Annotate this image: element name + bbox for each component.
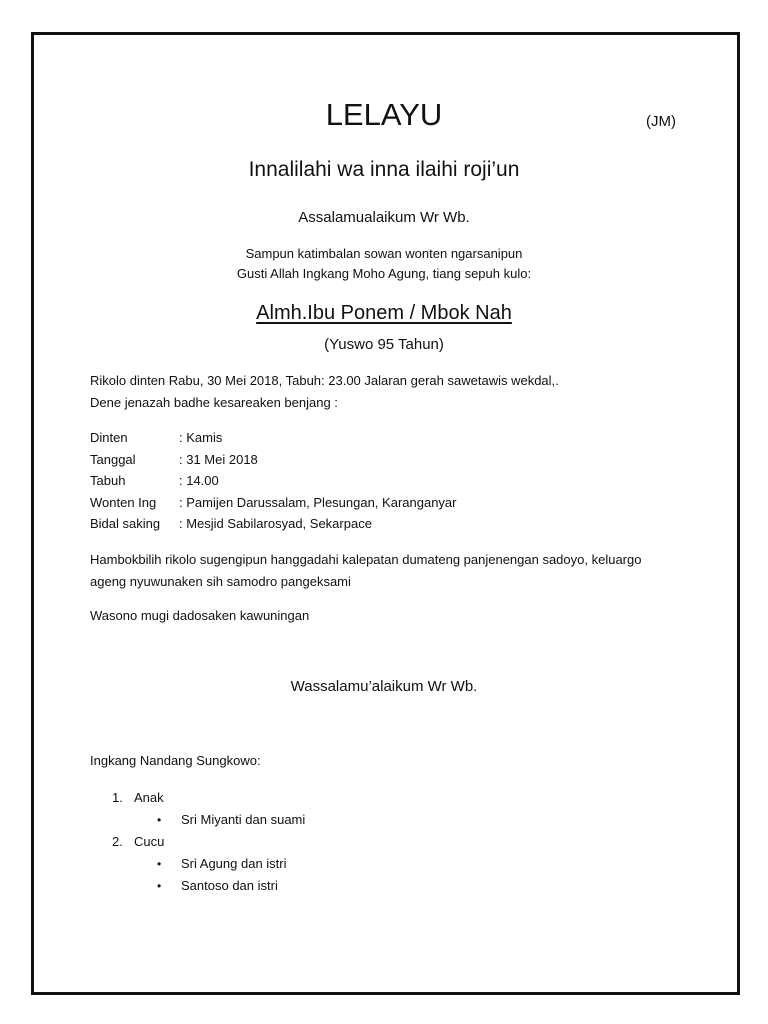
family-group bbox=[112, 787, 305, 809]
family-member: Sri Miyanti dan suami bbox=[181, 812, 306, 827]
detail-value: : Kamis bbox=[179, 430, 223, 445]
burial-intro-line: Dene jenazah badhe kesareaken benjang : bbox=[90, 395, 338, 410]
family-group bbox=[112, 831, 305, 853]
intro-text bbox=[0, 244, 768, 284]
detail-label: Tabuh bbox=[90, 473, 126, 489]
detail-label: Wonten Ing bbox=[90, 494, 157, 510]
deceased-name: Almh.Ibu Ponem / Mbok Nah bbox=[256, 302, 512, 324]
detail-value: : 31 Mei 2018 bbox=[179, 451, 258, 467]
list-item bbox=[112, 853, 305, 875]
condolence-phrase: Innalilahi wa inna ilaihi roji’un bbox=[248, 158, 520, 181]
detail-value: : 14.00 bbox=[179, 473, 219, 489]
closing-greeting: Wassalamu’alaikum Wr Wb. bbox=[290, 678, 478, 695]
apology-paragraph bbox=[90, 549, 641, 593]
family-group-label: Anak bbox=[134, 790, 164, 805]
detail-label: Dinten bbox=[90, 430, 128, 445]
apology-line: ageng nyuwunaken sih samodro pangeksami bbox=[90, 574, 351, 589]
detail-label: Bidal saking bbox=[90, 516, 161, 532]
detail-value: : Pamijen Darussalam, Plesungan, Karanganyar bbox=[179, 494, 457, 510]
signers-label: Ingkang Nandang Sungkowo: bbox=[90, 753, 261, 768]
death-notice bbox=[90, 370, 559, 414]
detail-value: : Mesjid Sabilarosyad, Sekarpace bbox=[179, 516, 372, 532]
document-code: (JM) bbox=[646, 113, 676, 130]
bullet-icon: • bbox=[157, 813, 162, 827]
detail-row bbox=[90, 492, 456, 514]
burial-details bbox=[90, 427, 456, 535]
list-number: 1. bbox=[112, 790, 123, 805]
detail-row bbox=[90, 513, 456, 535]
list-item bbox=[112, 875, 305, 897]
deceased-age: (Yuswo 95 Tahun) bbox=[324, 336, 444, 353]
detail-row bbox=[90, 449, 456, 471]
list-number: 2. bbox=[112, 834, 123, 849]
family-group-label: Cucu bbox=[134, 834, 165, 849]
detail-label: Tanggal bbox=[90, 451, 136, 467]
family-member: Santoso dan istri bbox=[181, 878, 278, 893]
death-notice-line: Rikolo dinten Rabu, 30 Mei 2018, Tabuh: 23.00 Jalaran gerah sawetawis wekdal,. bbox=[90, 373, 559, 388]
detail-row bbox=[90, 427, 456, 449]
bullet-icon: • bbox=[157, 879, 162, 893]
family-list bbox=[112, 787, 305, 897]
family-member: Sri Agung dan istri bbox=[181, 856, 287, 871]
bullet-icon: • bbox=[157, 857, 162, 871]
opening-greeting: Assalamualaikum Wr Wb. bbox=[298, 209, 470, 226]
intro-line: Sampun katimbalan sowan wonten ngarsanipun bbox=[245, 246, 523, 261]
apology-line: Hambokbilih rikolo sugengipun hanggadahi kalepatan dumateng panjenengan sadoyo, keluargo bbox=[90, 552, 642, 567]
notice-paragraph: Wasono mugi dadosaken kawuningan bbox=[90, 608, 310, 623]
document-title: LELAYU bbox=[325, 97, 443, 132]
detail-row bbox=[90, 470, 456, 492]
intro-line: Gusti Allah Ingkang Moho Agung, tiang sepuh kulo: bbox=[236, 266, 532, 281]
list-item bbox=[112, 809, 305, 831]
